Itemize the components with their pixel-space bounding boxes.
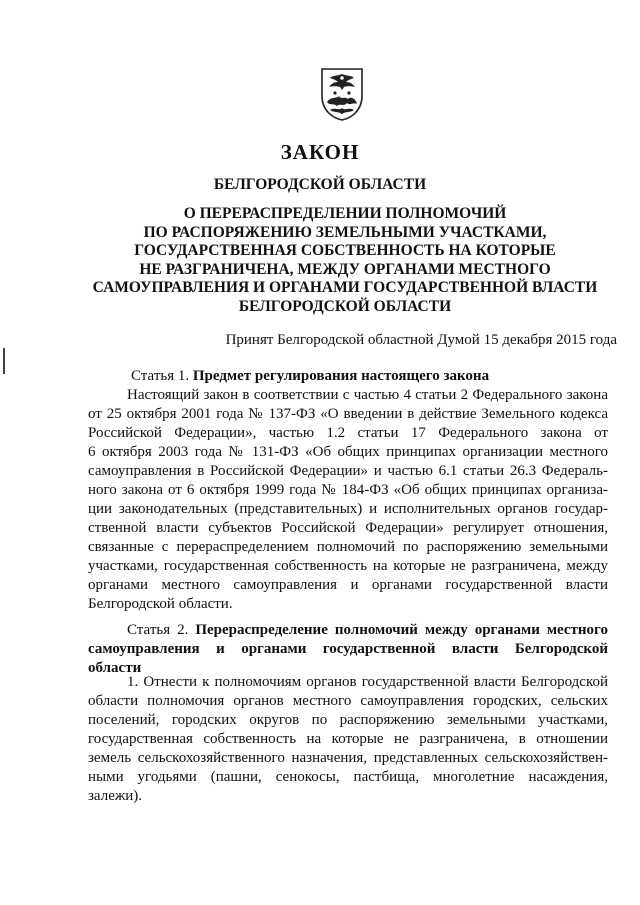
law-heading bbox=[60, 205, 630, 316]
text-line: Российской Федерации», частью 1.2 статьи 17 Федерального закона от bbox=[88, 425, 608, 441]
article-2-label: Статья 2. bbox=[127, 622, 189, 638]
adoption-note: Принят Белгородской областной Думой 15 декабря 2015 года bbox=[225, 332, 617, 348]
text-line: участками, государственная собственность на которые не разграничена, между bbox=[88, 558, 608, 574]
text-line: 6 октября 2003 года № 131-ФЗ «Об общих принципах организации местного bbox=[88, 444, 608, 460]
document-title: ЗАКОН bbox=[280, 140, 360, 164]
heading-line: САМОУПРАВЛЕНИЯ И ОРГАНАМИ ГОСУДАРСТВЕННОЙ ВЛАСТИ bbox=[92, 279, 598, 296]
article-1-heading bbox=[131, 367, 489, 386]
margin-mark bbox=[3, 348, 5, 374]
text-line: земель сельскохозяйственного назначения, представленных сельскохозяйствен- bbox=[88, 750, 608, 766]
text-line: самоуправления в Российской Федерации» и частью 6.1 статьи 26.3 Федераль- bbox=[88, 463, 608, 479]
article-2-title-line: Перераспределение полномочий между органами местного bbox=[195, 622, 608, 638]
heading-line: О ПЕРЕРАСПРЕДЕЛЕНИИ ПОЛНОМОЧИЙ bbox=[183, 205, 507, 222]
text-line: 1. Отнести к полномочиям органов государственной власти Белгородской bbox=[127, 674, 608, 690]
heading-line: ПО РАСПОРЯЖЕНИЮ ЗЕМЕЛЬНЫМИ УЧАСТКАМИ, bbox=[143, 223, 547, 241]
article-1-label: Статья 1. bbox=[131, 368, 190, 384]
coat-of-arms-icon bbox=[319, 66, 365, 122]
text-line: ственной власти субъектов Российской Федерации» регулирует отношения, bbox=[88, 520, 608, 536]
article-2-text bbox=[88, 673, 608, 806]
article-2-title-line: области bbox=[88, 660, 142, 676]
document-subtitle: БЕЛГОРОДСКОЙ ОБЛАСТИ bbox=[213, 176, 427, 193]
heading-line: НЕ РАЗГРАНИЧЕНА, МЕЖДУ ОРГАНАМИ МЕСТНОГО bbox=[139, 260, 551, 278]
text-line: связанные с перераспределением полномочий по распоряжению земельными bbox=[88, 539, 608, 555]
text-line: органами местного самоуправления и органами государственной власти bbox=[88, 577, 608, 593]
article-1-title: Предмет регулирования настоящего закона bbox=[192, 368, 490, 384]
text-line: государственная собственность на которые не разграничена, в отношении bbox=[88, 731, 608, 747]
text-line: ного закона от 6 октября 1999 года № 184-ФЗ «Об общих принципах организа- bbox=[88, 482, 608, 498]
text-line: ными угодьями (пашни, сенокосы, пастбища, многолетние насаждения, bbox=[88, 769, 608, 785]
heading-line: ГОСУДАРСТВЕННАЯ СОБСТВЕННОСТЬ НА КОТОРЫЕ bbox=[134, 242, 556, 259]
article-2-heading-line bbox=[88, 640, 608, 659]
text-line: залежи). bbox=[88, 788, 142, 804]
heading-line: БЕЛГОРОДСКОЙ ОБЛАСТИ bbox=[238, 297, 452, 315]
article-2-heading-line bbox=[88, 621, 608, 640]
text-line: поселений, городских округов по распоряжению земельными участками, bbox=[88, 712, 608, 728]
article-2-title-line: самоуправления и органами государственной власти Белгородской bbox=[88, 641, 608, 657]
text-line: Белгородской области. bbox=[88, 596, 233, 612]
article-1-text bbox=[88, 386, 608, 614]
article-2-heading bbox=[88, 621, 608, 678]
text-line: Настоящий закон в соответствии с частью 4 статьи 2 Федерального закона bbox=[127, 387, 608, 403]
text-line: от 25 октября 2001 года № 137-ФЗ «О введении в действие Земельного кодекса bbox=[88, 406, 608, 422]
text-line: области полномочия органов местного самоуправления городских, сельских bbox=[88, 693, 608, 709]
text-line: ции законодательных (представительных) и исполнительных органов государ- bbox=[88, 501, 608, 517]
